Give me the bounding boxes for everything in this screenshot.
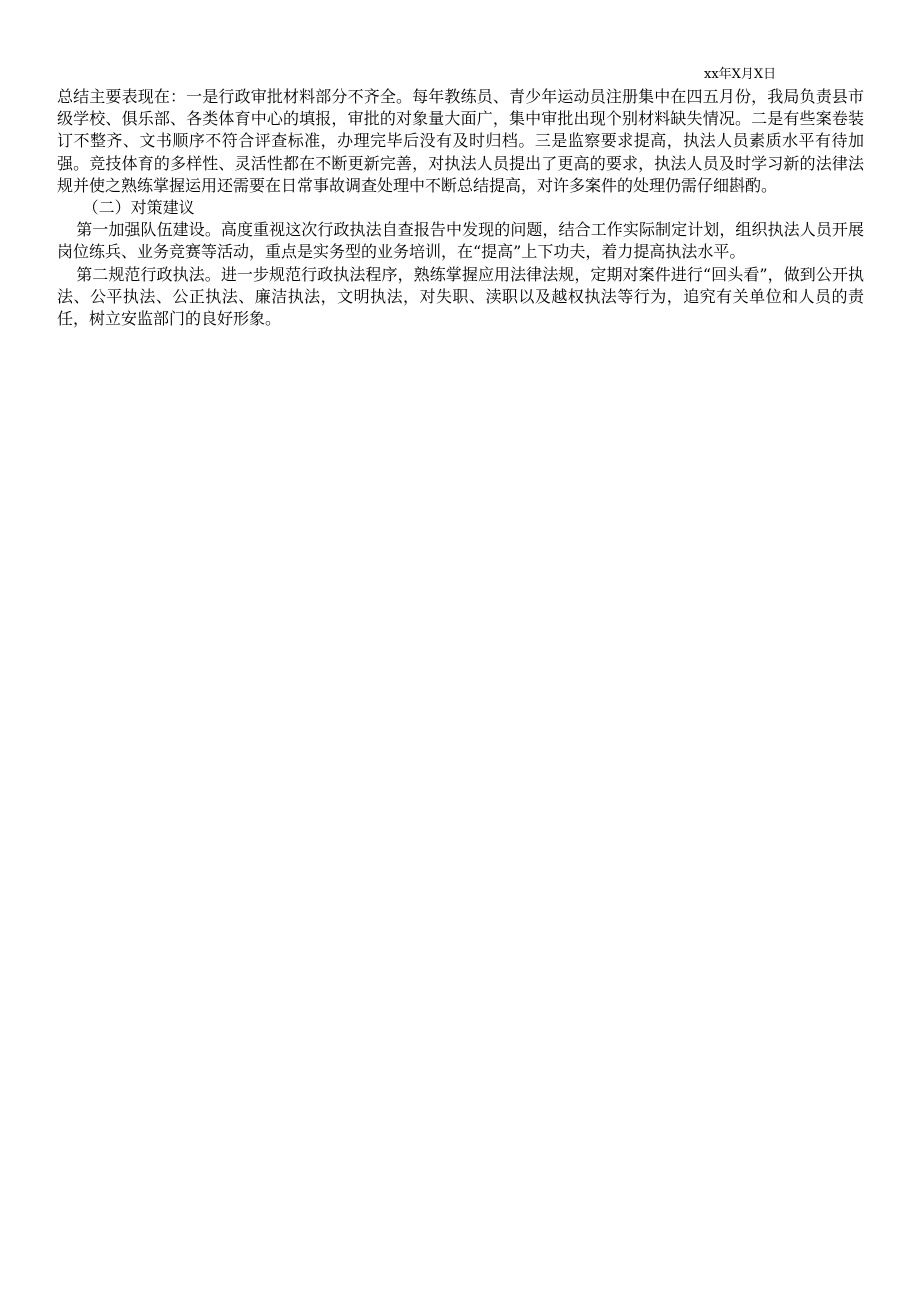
paragraph-standardize-enforcement: 第二规范行政执法。进一步规范行政执法程序，熟练掌握应用法律法规，定期对案件进行“回头看”，做到公开执法、公平执法、公正执法、廉洁执法，文明执法，对失职、渎职以及越权执法等行为，追究有关单位和人员的责任，树立安监部门的良好形象。: [57, 264, 864, 329]
paragraph-team-building: 第一加强队伍建设。高度重视这次行政执法自查报告中发现的问题，结合工作实际制定计划，组织执法人员开展岗位练兵、业务竞赛等活动，重点是实务型的业务培训，在“提高”上下功夫，着力提高执法水平。: [57, 220, 864, 262]
section-heading-countermeasures: （二）对策建议: [82, 198, 195, 218]
date-line: xx年X月X日: [704, 67, 777, 82]
document-body: [57, 86, 864, 330]
paragraph-summary: 总结主要表现在：一是行政审批材料部分不齐全。每年教练员、青少年运动员注册集中在四五月份，我局负责县市级学校、俱乐部、各类体育中心的填报，审批的对象量大面广，集中审批出现个别材料缺失情况。二是有些案卷装订不整齐、文书顺序不符合评查标准，办理完毕后没有及时归档。三是监察要求提高，执法人员素质水平有待加强。竞技体育的多样性、灵活性都在不断更新完善，对执法人员提出了更高的要求，执法人员及时学习新的法律法规并使之熟练掌握运用还需要在日常事故调查处理中不断总结提高，对许多案件的处理仍需仔细斟酌。: [57, 87, 864, 195]
